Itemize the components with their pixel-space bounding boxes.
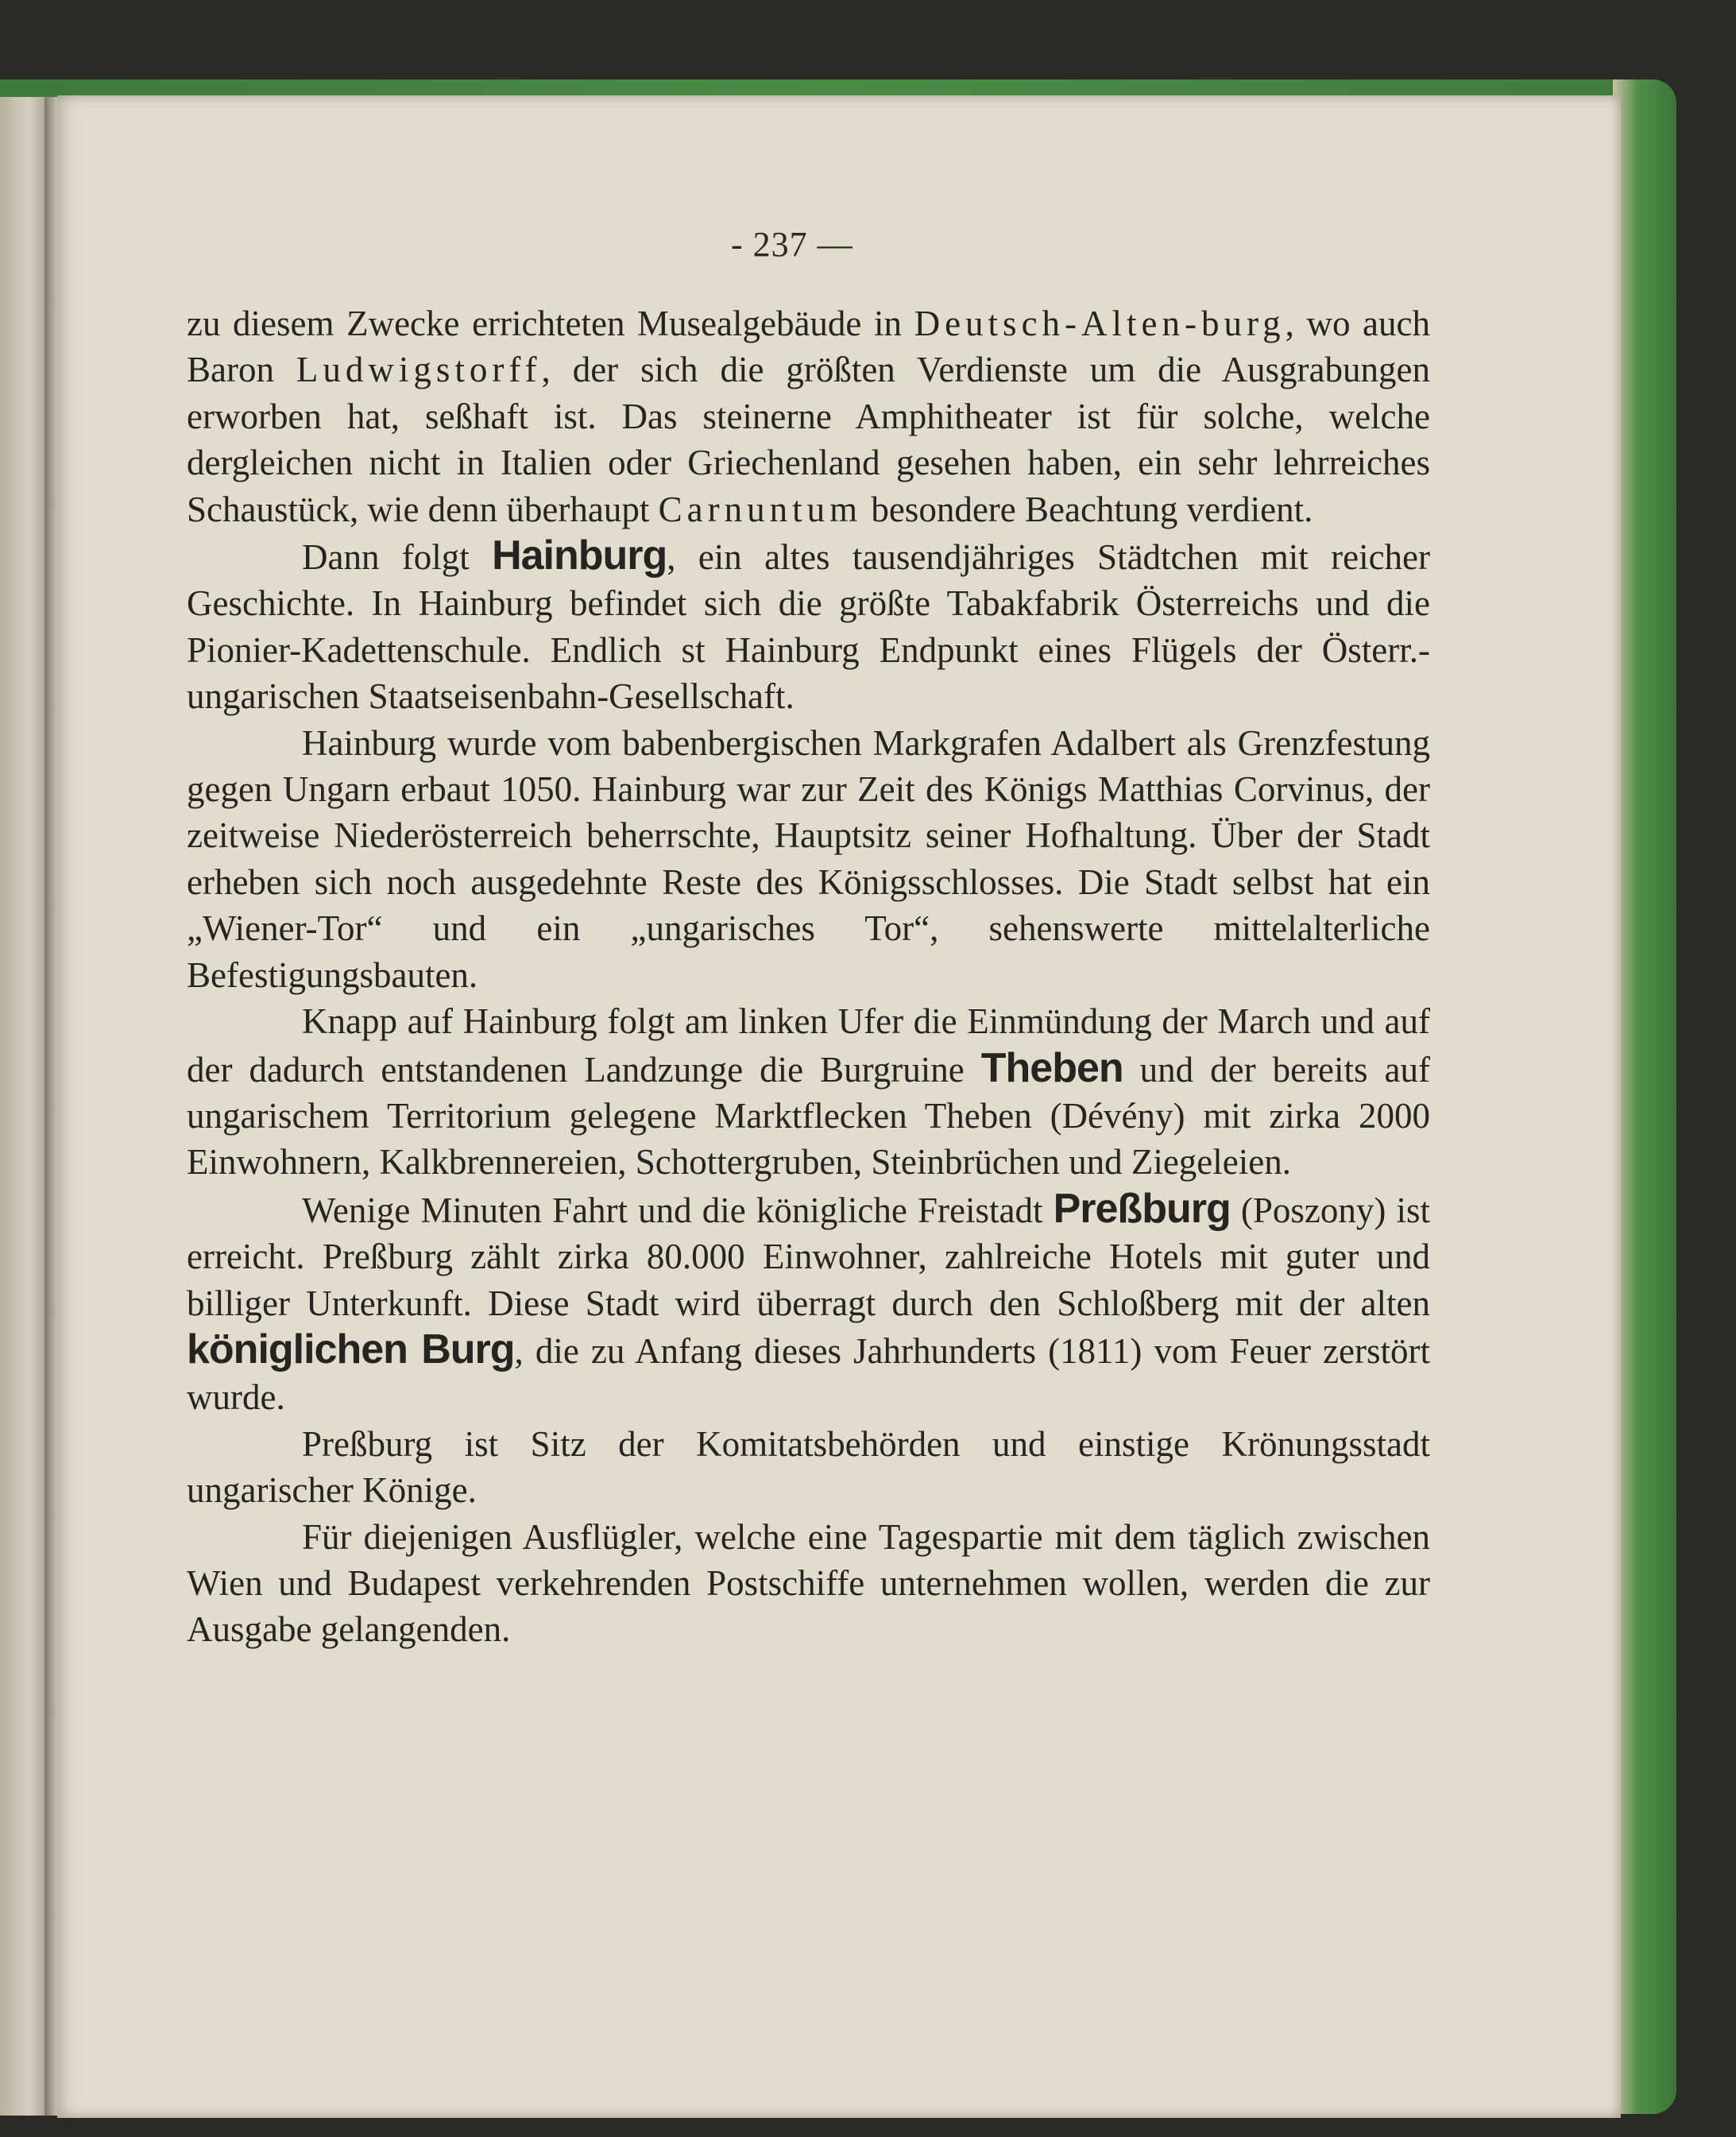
left-page-edge bbox=[0, 97, 49, 2116]
text-run: Für diejenigen Ausflügler, welche eine Tagespartie mit dem täglich zwischen Wien und Budapest verkehrenden Postschiffe unternehmen wollen, werden die zur Ausgabe gelangenden. bbox=[187, 1516, 1430, 1650]
place-name-bold: Preßburg bbox=[1053, 1185, 1231, 1232]
spaced-text: Deutsch-Alten-burg bbox=[914, 304, 1286, 343]
text-run: Knapp auf Hainburg folgt am linken Ufer die Einmündung der March und auf der dadurch entstandenen Landzunge die Burgruine bbox=[187, 1001, 1430, 1090]
place-name-bold: Theben bbox=[980, 1044, 1123, 1091]
text-run: zu diesem Zwecke errichteten Musealgebäude in bbox=[187, 304, 914, 343]
text-run: , die zu Anfang dieses Jahrhunderts (1811) vom Feuer zerstört wurde. bbox=[187, 1330, 1430, 1418]
text-run: besondere Beachtung verdient. bbox=[862, 489, 1313, 529]
text-run: (Poszony) ist erreicht. Preßburg zählt zirka 80.000 Einwohner, zahlreiche Hotels mit guter und billiger Unterkunft. Diese Stadt wird überragt durch den Schloßberg mit der alten bbox=[187, 1190, 1430, 1323]
page-body bbox=[187, 300, 1430, 1653]
text-run: und der bereits auf ungarischem Territorium gelegene Marktflecken Theben (Dévény) mit zirka 2000 Einwohnern, Kalkbrennereien, Schottergruben, Steinbrüchen und Ziegeleien. bbox=[187, 1049, 1430, 1183]
text-run: , wo auch Baron bbox=[187, 304, 1431, 390]
paragraph bbox=[187, 300, 1430, 532]
page-number: - 237 — bbox=[731, 225, 853, 264]
spaced-text: Carnuntum bbox=[658, 489, 863, 529]
paragraph bbox=[187, 1514, 1430, 1653]
text-run: Dann folgt bbox=[302, 537, 493, 578]
paragraph bbox=[187, 720, 1430, 998]
paragraph bbox=[187, 532, 1430, 720]
paragraph bbox=[187, 1421, 1430, 1514]
paragraph bbox=[187, 998, 1430, 1186]
text-run: Wenige Minuten Fahrt und die königliche Freistadt bbox=[302, 1190, 1054, 1230]
place-name-bold: königlichen Burg bbox=[187, 1326, 515, 1372]
text-run: , ein altes tausendjähriges Städtchen mit reicher Geschichte. In Hainburg befindet sich die größte Tabakfabrik Österreichs und die Pionier-Kadettenschule. Endlich st Hainburg Endpunkt eines Flügels der Österr.-ungarischen Staatseisenbahn-Gesellschaft. bbox=[187, 537, 1431, 717]
paragraph bbox=[187, 1186, 1430, 1421]
spaced-text: Ludwigstorff bbox=[296, 350, 542, 390]
book-cover-edge bbox=[1613, 79, 1676, 2114]
text-run: , der sich die größten Verdienste um die Ausgrabungen erworben hat, seßhaft ist. Das steinerne Amphitheater ist für solche, welche dergleichen nicht in Italien oder Griechenland gesehen haben, ein sehr lehrreiches Schaustück, wie denn überhaupt bbox=[187, 350, 1430, 529]
place-name-bold: Hainburg bbox=[492, 532, 667, 579]
text-run: Preßburg ist Sitz der Komitatsbehörden und einstige Krönungsstadt ungarischer Könige. bbox=[187, 1423, 1430, 1511]
text-run: Hainburg wurde vom babenbergischen Markgrafen Adalbert als Grenzfestung gegen Ungarn erbaut 1050. Hainburg war zur Zeit des Königs Matthias Corvinus, der zeitweise Niederösterreich beherrschte, Hauptsitz seiner Hofhaltung. Über der Stadt erheben sich noch ausgedehnte Reste des Königsschlosses. Die Stadt selbst hat ein „Wiener-Tor“ und ein „ungarisches Tor“, sehenswerte mittelalterliche Befestigungsbauten. bbox=[187, 722, 1430, 995]
